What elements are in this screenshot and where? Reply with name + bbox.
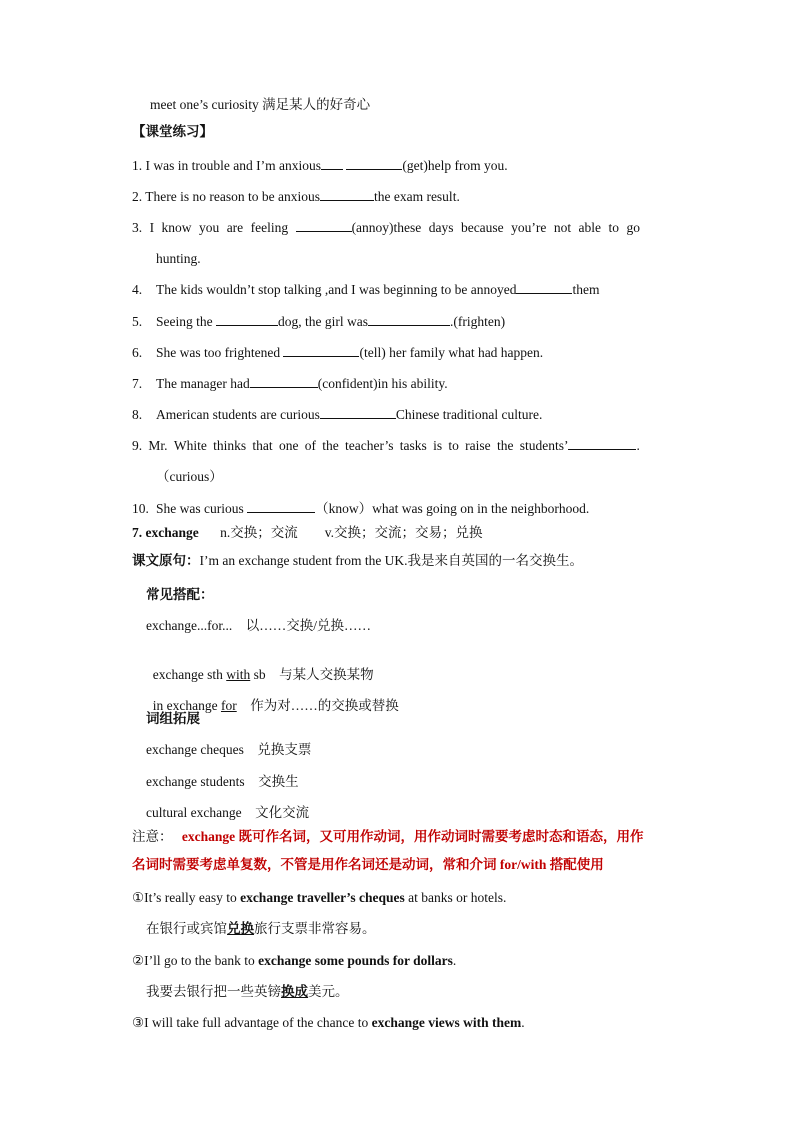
q3-blank[interactable] [296, 219, 352, 232]
vocab-pos: n.交换；交流 v.交换；交流；交易；兑换 [220, 525, 483, 540]
vocab-header [132, 524, 483, 542]
q8-blank[interactable] [320, 406, 396, 419]
ex2-zh-b: 换成 [281, 984, 308, 999]
q7-blank[interactable] [250, 375, 318, 388]
phrase-3: cultural exchange 文化交流 [146, 805, 310, 820]
q3-blank-wrap [296, 219, 422, 237]
collocation-1: exchange...for... 以……交换/兑换…… [146, 618, 371, 633]
collocation-title: 常见搭配： [146, 587, 214, 602]
q5-text-b: dog, the girl was [278, 314, 368, 329]
q1-blank-1[interactable] [321, 157, 343, 170]
q9-word: to [448, 438, 459, 453]
q9-word: of [304, 438, 316, 453]
q8-text-b: Chinese traditional culture. [395, 407, 543, 422]
q9-word: one [278, 438, 299, 453]
q3-word: able [578, 220, 602, 235]
col3-a: in exchange [152, 698, 221, 713]
q9-word: students’ [519, 438, 569, 453]
phrase-1: exchange cheques 兑换支票 [146, 742, 312, 757]
note-line-1 [132, 828, 644, 846]
q3-word: you [198, 220, 220, 235]
ex2-a: ②I’ll go to the bank to [132, 953, 259, 968]
q9-word: raise [465, 438, 491, 453]
example-1-zh [146, 920, 376, 938]
q3-continuation: hunting. [156, 251, 201, 266]
question-6 [132, 344, 543, 362]
source-sentence [132, 552, 583, 570]
example-2-zh [146, 983, 349, 1001]
question-9 [132, 437, 640, 455]
q9-blank[interactable] [568, 437, 636, 450]
ex3-a: ③I will take full advantage of the chance to [132, 1015, 372, 1030]
q9-word: thinks [213, 438, 247, 453]
q9-word: that [252, 438, 273, 453]
q4-text-a: The kids wouldn’t stop talking ,and I was beginning to be annoyed [156, 282, 517, 297]
question-8 [132, 406, 542, 424]
q2-blank[interactable] [320, 188, 374, 201]
col3-underlined: for [220, 698, 237, 713]
q7-text-a: The manager had [156, 376, 250, 391]
q3-word: are [226, 220, 244, 235]
phrase-2: exchange students 交换生 [146, 774, 299, 789]
question-3 [132, 219, 640, 237]
question-4 [132, 281, 599, 299]
q9-num: 9. [132, 438, 143, 453]
source-text: I’m an exchange student from the UK.我是来自英国的一名交换生。 [199, 553, 584, 568]
phrase-title: 词组拓展 [146, 711, 200, 726]
q10-num: 10. [132, 501, 149, 516]
q3-word: I [149, 220, 155, 235]
col2-underlined: with [226, 667, 251, 682]
q5-blank-1[interactable] [216, 313, 278, 326]
q1-text-a: 1. I was in trouble and I’m anxious [132, 158, 321, 173]
q9-word: the [322, 438, 339, 453]
q1-blank-2[interactable] [346, 157, 402, 170]
vocab-word: 7. exchange [132, 525, 199, 540]
ex1-zh-c: 旅行支票非常容易。 [254, 921, 376, 936]
q1-text-b: (get)help from you. [402, 158, 508, 173]
q3-word: (annoy)these [351, 220, 422, 235]
q9-word: teacher’s [345, 438, 394, 453]
q8-text-a: American students are curious [156, 407, 320, 422]
ex2-zh-c: 美元。 [308, 984, 349, 999]
q3-word: you’re [511, 220, 547, 235]
q3-word: not [553, 220, 572, 235]
ex1-zh-b: 兑换 [227, 921, 254, 936]
ex3-c: . [521, 1015, 525, 1030]
question-2 [132, 188, 460, 206]
q5-num: 5. [132, 314, 143, 329]
q2-text-a: 2. There is no reason to be anxious [132, 189, 320, 204]
q6-text-a: She was too frightened [156, 345, 281, 360]
ex2-zh-a: 我要去银行把一些英镑 [146, 984, 281, 999]
q6-text-b: (tell) her family what had happen. [359, 345, 544, 360]
meet-line: meet one’s curiosity 满足某人的好奇心 [150, 97, 371, 112]
q5-text-a: Seeing the [156, 314, 213, 329]
q2-text-b: the exam result. [373, 189, 460, 204]
q3-word: to [608, 220, 620, 235]
q4-num: 4. [132, 282, 143, 297]
q5-blank-2[interactable] [368, 313, 450, 326]
q3-word: because [460, 220, 504, 235]
example-2 [132, 952, 456, 970]
q9-continuation: （curious） [156, 469, 223, 484]
note-text-1: exchange 既可作名词，又可用作动词，用作动词时需要考虑时态和语态，用作 [181, 829, 644, 844]
question-1 [132, 157, 508, 175]
ex2-c: . [452, 953, 457, 968]
col2-b: sb 与某人交换某物 [250, 667, 374, 682]
q10-blank[interactable] [247, 500, 315, 513]
q6-blank[interactable] [283, 344, 359, 357]
q4-text-b: them [572, 282, 600, 297]
q6-num: 6. [132, 345, 143, 360]
q10-text-a: She was curious [156, 501, 244, 516]
example-1 [132, 889, 506, 907]
q8-num: 8. [132, 407, 143, 422]
q3-word: know [161, 220, 192, 235]
question-10 [132, 500, 589, 518]
note-label: 注意： [132, 829, 173, 844]
ex2-b: exchange some pounds for dollars [258, 953, 453, 968]
ex1-c: at banks or hotels. [404, 890, 507, 905]
q3-word: go [626, 220, 640, 235]
q3-num: 3. [132, 220, 143, 235]
section-title: 【课堂练习】 [132, 124, 213, 139]
q5-text-c: .(frighten) [450, 314, 506, 329]
q10-text-b: （know）what was going on in the neighborhood. [315, 501, 590, 516]
q9-word: Mr. [148, 438, 168, 453]
ex1-zh-a: 在银行或宾馆 [146, 921, 227, 936]
source-label: 课文原句： [132, 553, 200, 568]
ex1-b: exchange traveller’s cheques [240, 890, 405, 905]
col2-a: exchange sth [152, 667, 227, 682]
q4-blank[interactable] [516, 281, 572, 294]
question-7 [132, 375, 448, 393]
q3-word: days [428, 220, 454, 235]
q9-end-wrap [520, 437, 640, 455]
q9-end: . [636, 438, 640, 453]
q9-word: White [173, 438, 207, 453]
q9-word: the [496, 438, 514, 453]
q9-word: is [433, 438, 443, 453]
col3-b: 作为对……的交换或替换 [236, 698, 399, 713]
note-line-2: 名词时需要考虑单复数，不管是用作名词还是动词，常和介词 for/with 搭配使用 [132, 857, 604, 872]
example-3 [132, 1014, 525, 1032]
q9-word: tasks [399, 438, 427, 453]
q7-text-b: (confident)in his ability. [317, 376, 448, 391]
ex3-b: exchange views with them [371, 1015, 522, 1030]
question-5 [132, 313, 505, 331]
ex1-a: ①It’s really easy to [132, 890, 241, 905]
q7-num: 7. [132, 376, 143, 391]
q3-word: feeling [250, 220, 289, 235]
